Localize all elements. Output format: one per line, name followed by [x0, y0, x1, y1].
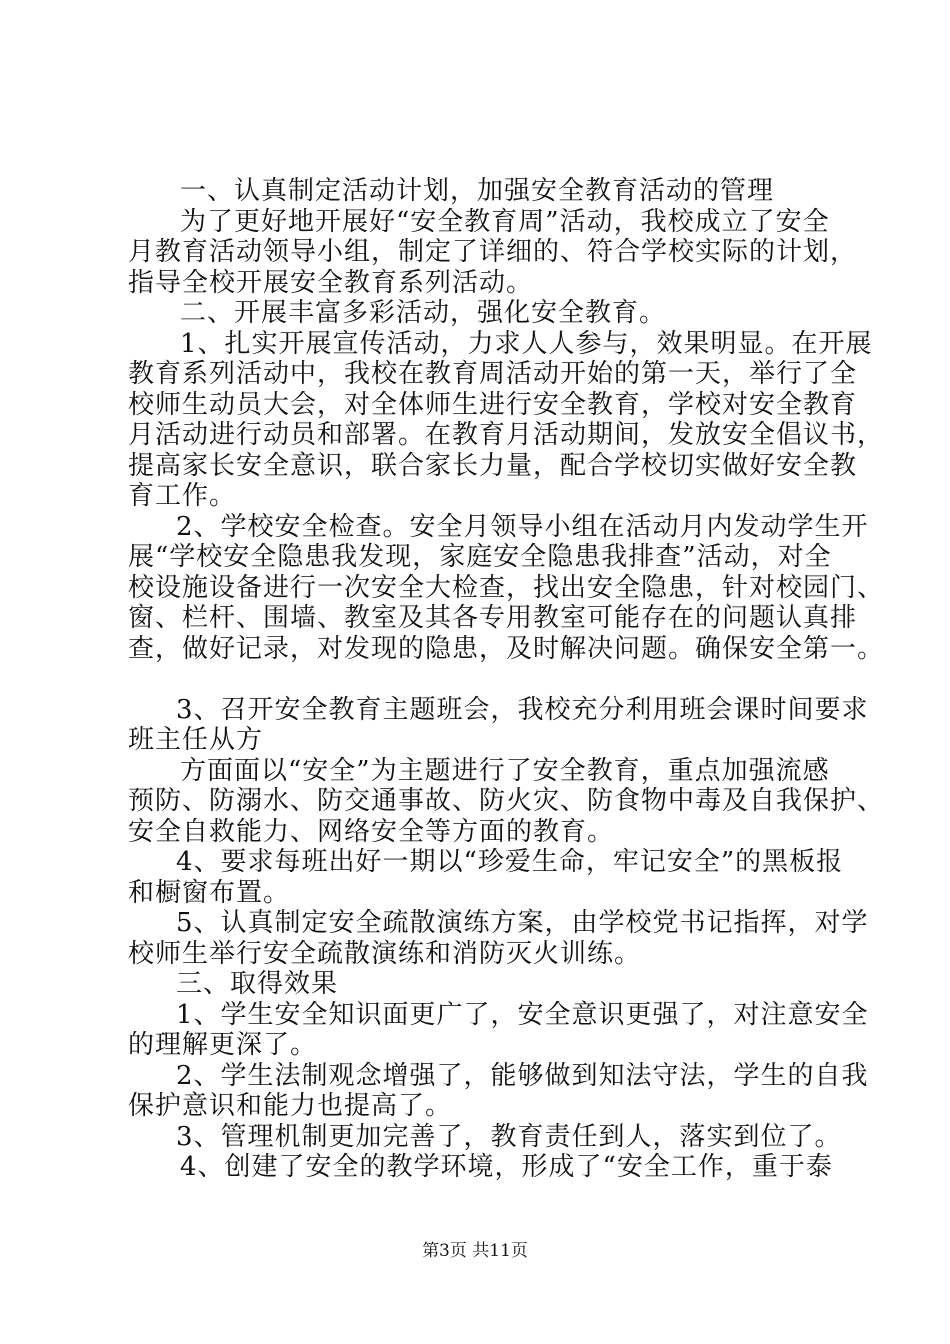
- paragraph-line: 窗、栏杆、围墙、教室及其各专用教室可能存在的问题认真排: [128, 603, 858, 633]
- paragraph-line: 1、扎实开展宣传活动，力求人人参与，效果明显。在开展: [180, 329, 873, 359]
- paragraph-line: 2、学生法制观念增强了，能够做到知法守法，学生的自我: [176, 1061, 869, 1091]
- paragraph-line: 查，做好记录，对发现的隐患，及时解决问题。确保安全第一。: [128, 634, 885, 664]
- paragraph-line: 校师生举行安全疏散演练和消防灭火训练。: [128, 939, 642, 969]
- paragraph-line: 4、要求每班出好一期以“珍爱生命，牢记安全”的黑板报: [176, 847, 844, 877]
- paragraph-line: 3、管理机制更加完善了，教育责任到人，落实到位了。: [176, 1122, 842, 1152]
- paragraph-line: 展“学校安全隐患我发现，家庭安全隐患我排查”活动，对全: [128, 542, 832, 572]
- paragraph-line: 5、认真制定安全疏散演练方案，由学校党书记指挥，对学: [176, 908, 869, 938]
- paragraph-line: 月活动进行动员和部署。在教育月活动期间，发放安全倡议书，: [128, 420, 885, 450]
- paragraph-line: 安全自救能力、网络安全等方面的教育。: [128, 817, 615, 847]
- paragraph-line: 育工作。: [128, 481, 237, 511]
- paragraph-line: 和橱窗布置。: [128, 878, 291, 908]
- paragraph-line: 2、学校安全检查。安全月领导小组在活动月内发动学生开: [176, 512, 869, 542]
- paragraph-line: 4、创建了安全的教学环境，形成了“安全工作，重于泰: [180, 1152, 833, 1182]
- heading-three: 三、取得效果: [176, 969, 339, 999]
- paragraph-line: 班主任从方: [128, 725, 264, 755]
- paragraph-line: 保护意识和能力也提高了。: [128, 1091, 453, 1121]
- heading-two: 二、开展丰富多彩活动，强化安全教育。: [180, 298, 667, 328]
- paragraph-line: 的理解更深了。: [128, 1030, 318, 1060]
- paragraph-line: 校师生动员大会，对全体师生进行安全教育，学校对安全教育: [128, 390, 858, 420]
- paragraph-line: 校设施设备进行一次安全大检查，找出安全隐患，针对校园门、: [128, 573, 885, 603]
- paragraph-line: 为了更好地开展好“安全教育周”活动，我校成立了安全: [180, 207, 830, 237]
- paragraph-line: 预防、防溺水、防交通事故、防火灾、防食物中毒及自我保护、: [128, 786, 885, 816]
- paragraph-line: 月教育活动领导小组，制定了详细的、符合学校实际的计划，: [128, 237, 858, 267]
- paragraph-line: 教育系列活动中，我校在教育周活动开始的第一天，举行了全: [128, 359, 858, 389]
- paragraph-line: 3、召开安全教育主题班会，我校充分利用班会课时间要求: [176, 695, 869, 725]
- paragraph-line: 指导全校开展安全教育系列活动。: [128, 268, 534, 298]
- paragraph-line: 1、学生安全知识面更广了，安全意识更强了，对注意安全: [176, 1000, 869, 1030]
- paragraph-line: 提高家长安全意识，联合家长力量，配合学校切实做好安全教: [128, 451, 858, 481]
- heading-one: 一、认真制定活动计划，加强安全教育活动的管理: [180, 176, 775, 206]
- paragraph-line: 方面面以“安全”为主题进行了安全教育，重点加强流感: [180, 756, 830, 786]
- page-number-footer: 第3页 共11页: [422, 1241, 528, 1261]
